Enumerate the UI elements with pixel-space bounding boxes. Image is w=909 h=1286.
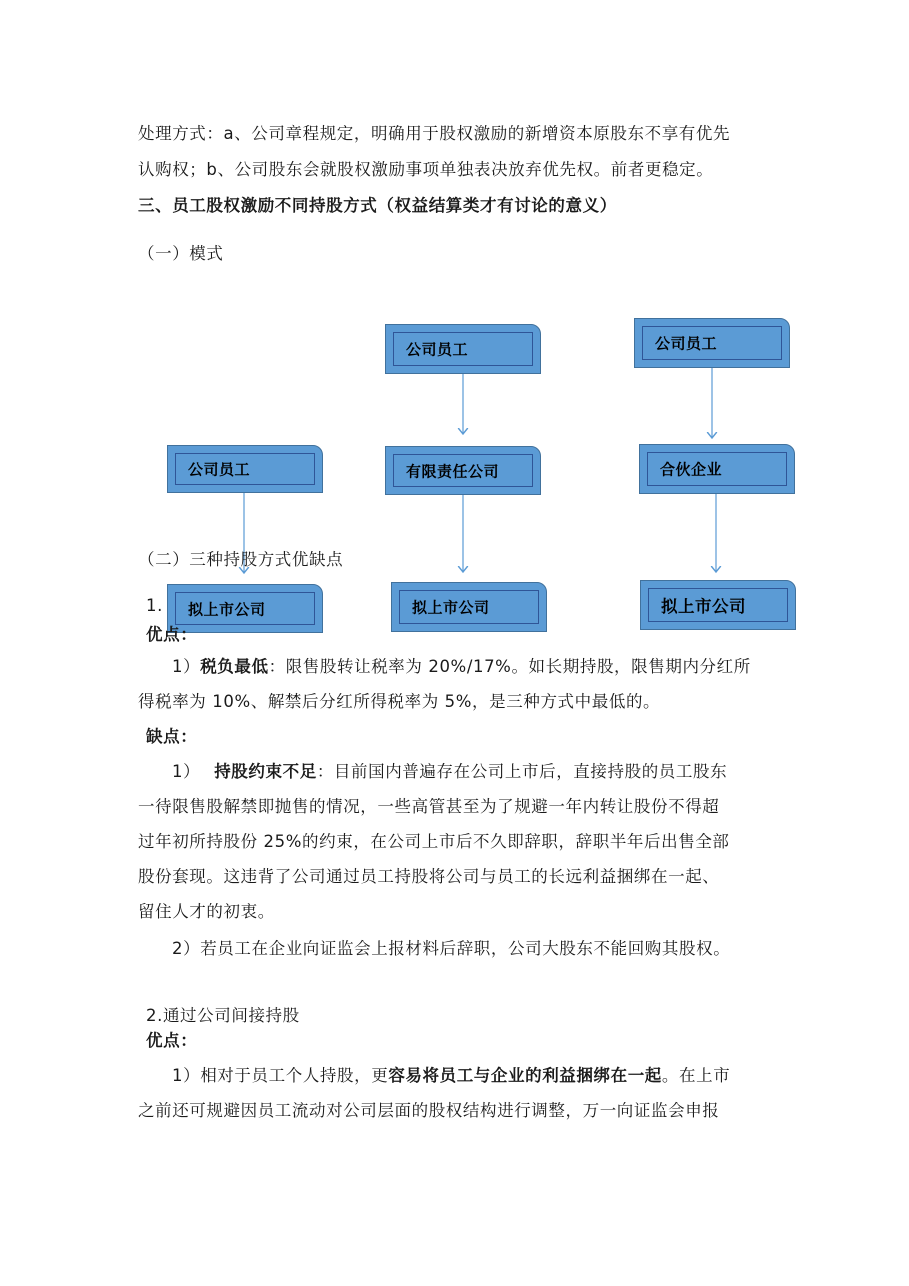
box-col3-partnership [639,444,795,494]
box-label: 有限责任公司 [406,462,500,480]
cons-heading: 缺点： [146,727,198,746]
emphasis: 税负最低 [200,657,269,676]
subsection-heading: （一）模式 [138,244,224,263]
item-title: 2.通过公司间接持股 [146,1006,300,1025]
pros-heading: 优点： [146,625,198,644]
pros-heading: 优点： [146,1031,198,1050]
box-col2-employees [385,324,541,374]
box-col1-employees [167,445,323,493]
paragraph-line: 认购权；b、公司股东会就股权激励事项单独表决放弃优先权。前者更稳定。 [138,160,714,179]
prefix: 1） [172,657,201,676]
paragraph-line: 得税率为 10%、解禁后分红所得税率为 5%，是三种方式中最低的。 [138,692,661,711]
box-col2-llc [385,446,541,495]
box-label: 拟上市公司 [661,597,746,616]
emphasis: 容易将员工与企业的利益捆绑在一起 [388,1066,662,1085]
prefix: 1） [172,762,201,781]
box-col3-employees [634,318,790,368]
box-label: 拟上市公司 [188,600,266,618]
emphasis: 持股约束不足 [214,762,317,781]
paragraph-line: 之前还可规避因员工流动对公司层面的股权结构进行调整，万一向证监会申报 [138,1101,720,1120]
text: 。在上市 [661,1066,731,1085]
text: ：目前国内普遍存在公司上市后，直接持股的员工股东 [316,762,728,781]
text: ：限售股转让税率为 20%/17%。如长期持股，限售期内分红所 [268,657,751,676]
paragraph-line: 过年初所持股份 25%的约束，在公司上市后不久即辞职，辞职半年后出售全部 [138,832,730,851]
box-col3-company [640,580,796,630]
paragraph-line [172,653,751,677]
paragraph-line [172,1062,730,1086]
item-number: 1. [146,596,163,615]
section-heading: 三、员工股权激励不同持股方式（权益结算类才有讨论的意义） [138,196,617,215]
box-label: 公司员工 [655,334,718,353]
text: 1）相对于员工个人持股，更 [172,1066,389,1085]
paragraph-line: 一待限售股解禁即抛售的情况，一些高管甚至为了规避一年内转让股份不得超 [138,797,720,816]
subsection-heading: （二）三种持股方式优缺点 [138,550,344,569]
paragraph-line: 处理方式：a、公司章程规定，明确用于股权激励的新增资本原股东不享有优先 [138,124,731,143]
box-label: 公司员工 [188,460,251,479]
box-col2-company [391,582,547,632]
paragraph-line [172,758,727,782]
box-label: 合伙企业 [660,460,723,479]
paragraph-line: 股份套现。这违背了公司通过员工持股将公司与员工的长远利益捆绑在一起、 [138,867,720,886]
box-label: 公司员工 [406,340,469,359]
paragraph-line: 2）若员工在企业向证监会上报材料后辞职，公司大股东不能回购其股权。 [172,939,731,958]
box-label: 拟上市公司 [412,598,490,617]
paragraph-line: 留住人才的初衷。 [138,902,275,921]
